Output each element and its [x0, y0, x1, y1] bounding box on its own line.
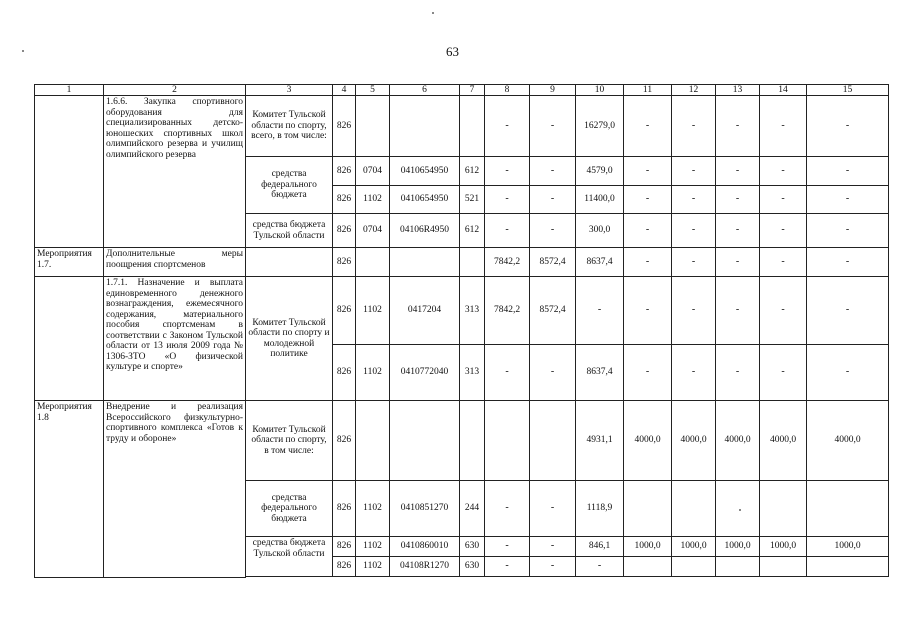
- cell-empty: [460, 401, 485, 481]
- table-row: [35, 96, 889, 157]
- cell-dash: -: [530, 537, 576, 557]
- page-number: 63: [446, 44, 459, 59]
- column-header: 6: [390, 85, 460, 96]
- cell-dash: -: [760, 345, 807, 401]
- cell-empty: [672, 557, 716, 577]
- cell-dash: -: [807, 157, 889, 186]
- executor-cell: Комитет Тульской области по спорту и молодежной политике: [246, 277, 333, 401]
- cell-value: 1102: [356, 557, 390, 577]
- cell-value: 826: [333, 214, 356, 248]
- cell-dash: -: [624, 345, 672, 401]
- cell-value: 4000,0: [716, 401, 760, 481]
- cell-value: 1000,0: [624, 537, 672, 557]
- cell-empty: [390, 401, 460, 481]
- cell-value: 612: [460, 157, 485, 186]
- column-header: 2: [104, 85, 246, 96]
- cell-value: 521: [460, 186, 485, 214]
- budget-table: [34, 84, 889, 578]
- cell-dash: -: [760, 248, 807, 277]
- column-header: 5: [356, 85, 390, 96]
- cell-empty: [807, 557, 889, 577]
- cell-dash: -: [807, 345, 889, 401]
- executor-cell: средства бюджета Тульской области: [246, 214, 333, 248]
- cell-empty: [807, 481, 889, 537]
- cell-value: 0417204: [390, 277, 460, 345]
- cell-value: 8572,4: [530, 277, 576, 345]
- cell-value: 1102: [356, 481, 390, 537]
- cell-dash: -: [530, 481, 576, 537]
- cell-value: 1000,0: [672, 537, 716, 557]
- cell-empty: [35, 96, 104, 248]
- cell-value: 630: [460, 557, 485, 577]
- cell-value: 826: [333, 248, 356, 277]
- cell-dash: -: [716, 157, 760, 186]
- measure-label-1-8: Мероприятия 1.8: [35, 401, 104, 578]
- cell-value: 1000,0: [807, 537, 889, 557]
- cell-dash: -: [716, 248, 760, 277]
- cell-value: 0410654950: [390, 157, 460, 186]
- cell-dash: -: [672, 96, 716, 157]
- column-header: 13: [716, 85, 760, 96]
- cell-dash: -: [672, 277, 716, 345]
- cell-dash: -: [716, 96, 760, 157]
- cell-dash: -: [624, 96, 672, 157]
- cell-dash: -: [485, 186, 530, 214]
- item-name-1-6-6: 1.6.6. Закупка спортивного оборудования для специализированных детско-юношеских спортивных школ олимпийского резерва и училищ олимпийского резерва: [104, 96, 246, 248]
- cell-dash: -: [624, 248, 672, 277]
- cell-value: 0410860010: [390, 537, 460, 557]
- cell-empty: [390, 96, 460, 157]
- cell-value: 8637,4: [576, 345, 624, 401]
- cell-dash: -: [672, 186, 716, 214]
- cell-value: 826: [333, 186, 356, 214]
- cell-dash: -: [760, 157, 807, 186]
- column-header: 9: [530, 85, 576, 96]
- executor-cell: средства бюджета Тульской области: [246, 537, 333, 577]
- executor-cell: средства федерального бюджета: [246, 481, 333, 537]
- cell-empty: [672, 481, 716, 537]
- cell-dash: -: [672, 214, 716, 248]
- cell-empty: [356, 96, 390, 157]
- cell-dash: -: [576, 557, 624, 577]
- cell-dash: -: [760, 214, 807, 248]
- cell-dash: -: [530, 157, 576, 186]
- cell-value: 300,0: [576, 214, 624, 248]
- cell-dash: -: [485, 96, 530, 157]
- cell-dash: -: [716, 186, 760, 214]
- cell-empty: [716, 481, 760, 537]
- cell-empty: [460, 248, 485, 277]
- cell-dash: -: [530, 96, 576, 157]
- cell-value: 0410851270: [390, 481, 460, 537]
- cell-value: 846,1: [576, 537, 624, 557]
- measure-label-1-7: Мероприятия 1.7.: [35, 248, 104, 277]
- cell-dash: -: [760, 186, 807, 214]
- cell-value: 826: [333, 277, 356, 345]
- cell-value: 826: [333, 345, 356, 401]
- cell-value: 630: [460, 537, 485, 557]
- cell-empty: [485, 401, 530, 481]
- cell-dash: -: [807, 186, 889, 214]
- cell-value: 04106R4950: [390, 214, 460, 248]
- cell-value: 7842,2: [485, 277, 530, 345]
- cell-dash: -: [530, 186, 576, 214]
- cell-empty: [760, 557, 807, 577]
- cell-dash: -: [716, 345, 760, 401]
- cell-dash: -: [624, 157, 672, 186]
- cell-value: 826: [333, 537, 356, 557]
- column-header: 7: [460, 85, 485, 96]
- cell-dash: -: [485, 345, 530, 401]
- column-header: 14: [760, 85, 807, 96]
- cell-value: 0410772040: [390, 345, 460, 401]
- cell-empty: [356, 401, 390, 481]
- table-row: [35, 277, 889, 345]
- cell-value: 7842,2: [485, 248, 530, 277]
- cell-dash: -: [716, 214, 760, 248]
- cell-value: 4000,0: [807, 401, 889, 481]
- cell-value: 4000,0: [672, 401, 716, 481]
- cell-dash: -: [807, 214, 889, 248]
- column-header: 1: [35, 85, 104, 96]
- cell-dash: -: [807, 277, 889, 345]
- cell-value: 8572,4: [530, 248, 576, 277]
- cell-value: 4579,0: [576, 157, 624, 186]
- cell-value: 1102: [356, 345, 390, 401]
- cell-empty: [716, 557, 760, 577]
- executor-cell: Комитет Тульской области по спорту, всего, в том числе:: [246, 96, 333, 157]
- cell-value: 1102: [356, 186, 390, 214]
- column-header: 8: [485, 85, 530, 96]
- cell-value: 16279,0: [576, 96, 624, 157]
- cell-dash: -: [672, 345, 716, 401]
- column-header: 12: [672, 85, 716, 96]
- cell-dash: -: [672, 157, 716, 186]
- measure-name-1-8: Внедрение и реализация Всероссийского физкультурно-спортивного комплекса «Готов к труду и обороне»: [104, 401, 246, 578]
- cell-dash: -: [672, 248, 716, 277]
- cell-value: 826: [333, 401, 356, 481]
- cell-value: 11400,0: [576, 186, 624, 214]
- scan-dot: [432, 12, 434, 14]
- cell-dash: -: [807, 248, 889, 277]
- table-row: [35, 401, 889, 481]
- cell-dash: -: [624, 186, 672, 214]
- cell-dash: -: [485, 481, 530, 537]
- cell-value: 1102: [356, 277, 390, 345]
- cell-dash: -: [624, 277, 672, 345]
- cell-dash: -: [576, 277, 624, 345]
- column-header: 10: [576, 85, 624, 96]
- cell-dash: -: [530, 557, 576, 577]
- cell-value: 1118,9: [576, 481, 624, 537]
- column-header: 11: [624, 85, 672, 96]
- cell-empty: [246, 577, 889, 578]
- cell-dash: -: [485, 537, 530, 557]
- cell-empty: [390, 248, 460, 277]
- cell-value: 8637,4: [576, 248, 624, 277]
- cell-value: 0704: [356, 157, 390, 186]
- cell-value: 0410654950: [390, 186, 460, 214]
- cell-empty: [530, 401, 576, 481]
- measure-name-1-7: Дополнительные меры поощрения спортсменов: [104, 248, 246, 277]
- cell-dash: -: [485, 557, 530, 577]
- table-row: [35, 248, 889, 277]
- cell-value: 826: [333, 557, 356, 577]
- cell-dash: -: [485, 157, 530, 186]
- cell-value: 313: [460, 345, 485, 401]
- cell-value: 4000,0: [624, 401, 672, 481]
- cell-empty: [356, 248, 390, 277]
- cell-dash: -: [530, 345, 576, 401]
- cell-empty: [246, 248, 333, 277]
- cell-value: 826: [333, 157, 356, 186]
- cell-value: 313: [460, 277, 485, 345]
- cell-value: 826: [333, 481, 356, 537]
- cell-empty: [624, 481, 672, 537]
- cell-value: 0704: [356, 214, 390, 248]
- scan-dot: [22, 50, 24, 52]
- cell-value: 1000,0: [716, 537, 760, 557]
- cell-dash: -: [807, 96, 889, 157]
- cell-value: 4000,0: [760, 401, 807, 481]
- cell-empty: [35, 277, 104, 401]
- cell-value: 1102: [356, 537, 390, 557]
- column-header: 15: [807, 85, 889, 96]
- cell-value: 4931,1: [576, 401, 624, 481]
- cell-empty: [460, 96, 485, 157]
- cell-value: 1000,0: [760, 537, 807, 557]
- cell-dash: -: [716, 277, 760, 345]
- cell-value: 612: [460, 214, 485, 248]
- cell-dash: -: [624, 214, 672, 248]
- cell-dash: -: [530, 214, 576, 248]
- cell-dash: -: [760, 277, 807, 345]
- cell-value: 826: [333, 96, 356, 157]
- table-header-row: [35, 85, 889, 96]
- cell-dash: -: [485, 214, 530, 248]
- item-name-1-7-1: 1.7.1. Назначение и выплата единовременного денежного вознаграждения, ежемесячного содержания, материального пособия спортсменам в соответствии с Законом Тульской области от 13 июля 2009 года № 1306-ЗТО «О физической культуре и спорте»: [104, 277, 246, 401]
- column-header: 4: [333, 85, 356, 96]
- cell-value: 244: [460, 481, 485, 537]
- cell-dash: -: [760, 96, 807, 157]
- cell-empty: [760, 481, 807, 537]
- cell-value: 04108R1270: [390, 557, 460, 577]
- cell-empty: [624, 557, 672, 577]
- executor-cell: Комитет Тульской области по спорту, в том числе:: [246, 401, 333, 481]
- column-header: 3: [246, 85, 333, 96]
- executor-cell: средства федерального бюджета: [246, 157, 333, 214]
